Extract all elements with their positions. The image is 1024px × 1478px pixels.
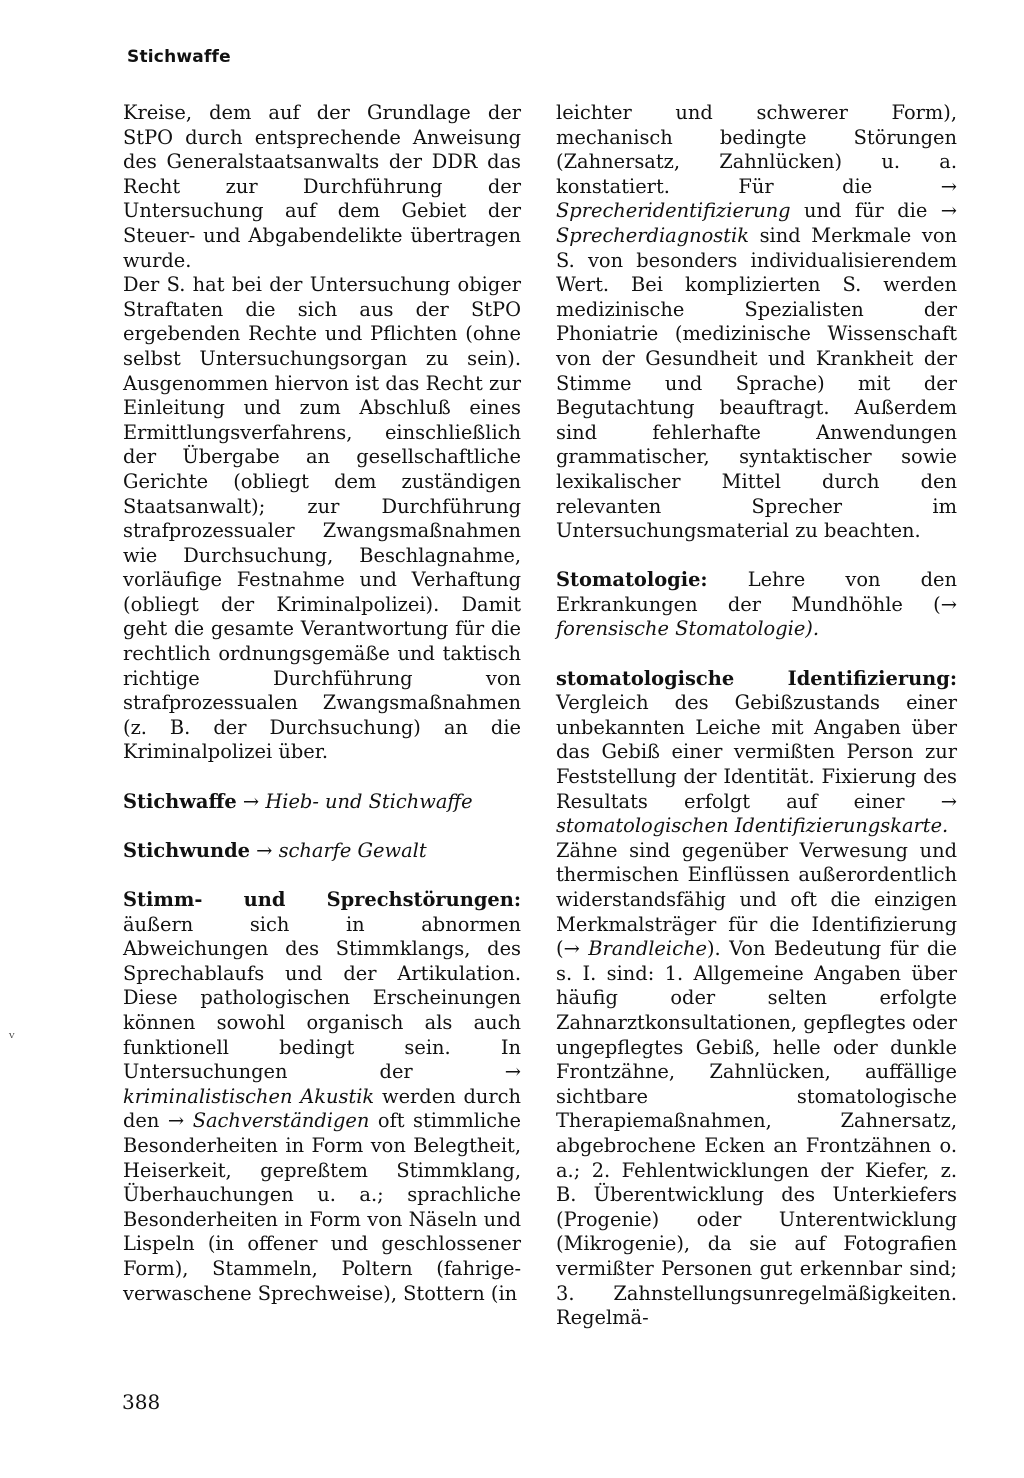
entry-stimm-und-sprechstoerungen — [123, 888, 521, 1306]
entry-text: Lehre von den Erkrankungen der Mundhöhle ( — [556, 568, 957, 616]
arrow-glyph: → — [940, 789, 957, 813]
entry-term: Stichwunde — [123, 838, 251, 862]
entry-term: Stimm- und Sprechstörungen: — [123, 888, 521, 911]
cross-reference: forensische Stomatologie). — [556, 617, 820, 641]
arrow-glyph: → — [236, 789, 266, 813]
entry-term: Stomatologie: — [556, 568, 708, 592]
page-number: 388 — [122, 1390, 161, 1414]
entry-text: werden durch den — [123, 1084, 521, 1133]
running-head: Stichwaffe — [127, 47, 231, 67]
entry-text: und für die — [790, 199, 941, 223]
continuation-paragraph: Der S. hat bei der Untersuchung obiger Straftaten die sich aus der StPO ergebenden Rechte und Pflichten (ohne selbst Untersuchungsorgan zu sein). Ausgenommen hiervon ist das Recht zur Einleitung und zum Abschluß eines Ermittlungsverfahrens, einschließlich der Übergabe an gesellschaftliche Gerichte (obliegt dem zuständigen Staatsanwalt); zur Durchführung strafprozessualer Zwangsmaßnahmen wie Durchsuchung, Beschlagnahme, vorläufige Festnahme und Verhaftung (obliegt der Kriminalpolizei). Damit geht die gesamte Verantwortung für die rechtlich ordnungsgemäße und taktisch richtige Durchführung von strafprozessualen Zwangsmaßnahmen (z. B. der Durchsuchung) an die Kriminalpolizei über. — [123, 273, 521, 764]
margin-mark: ⱽ — [9, 1031, 15, 1045]
entry-text: ). Von Bedeutung für die s. I. sind: 1. Allgemeine Angaben über häufig oder selten erfolgte Zahnarztkonsultationen, gepflegtes oder ungepflegtes Gebiß, helle oder dunkle Frontzähne, Zahnlücken, auffällige sichtbare stomatologische Therapiemaßnahmen, Zahnersatz, abgebrochene Ecken an Frontzähnen o. a.; 2. Fehlentwicklungen der Kiefer, z. B. Überentwicklung des Unterkiefers (Progenie) oder Unterentwicklung (Mikrogenie), da sie auf Fotografien vermißter Personen gut erkennbar sind; 3. Zahnstellungsunregelmäßigkeiten. Regelmä- — [556, 937, 958, 1330]
entry-text: oft stimmliche Besonderheiten in Form von Belegtheit, Heiserkeit, gepreßtem Stimmklang, Überhauchungen u. a.; sprachliche Besonderheiten in Form von Näseln und Lispeln (in offener und geschlossener Form), Stammeln, Poltern (fahrige-verwaschene Sprechweise), Stottern (in — [123, 1109, 522, 1305]
cross-reference: Hieb- und Stichwaffe — [265, 789, 473, 813]
entry-stomatologie — [556, 568, 957, 642]
entry-text: Zähne sind gegenüber Verwesung und thermischen Einflüssen außerordentlich widerstandsfähig und oft die einzigen Merkmalsträger für die Identifizierung ( — [556, 838, 957, 961]
entry-text: Vergleich des Gebißzustands einer unbekannten Leiche mit Angaben über das Gebiß einer vermißten Person zur Feststellung der Identität. Fixierung des Resultats erfolgt auf einer — [556, 691, 957, 813]
entry-stichwunde — [123, 839, 521, 864]
cross-reference: kriminalistischen Akustik — [123, 1084, 375, 1108]
arrow-glyph: → — [940, 199, 957, 223]
entry-term: Stichwaffe — [123, 789, 237, 813]
arrow-glyph: → — [563, 937, 589, 961]
arrow-glyph: → — [167, 1109, 193, 1133]
arrow-glyph: → — [940, 592, 957, 616]
continuation-paragraph: Kreise, dem auf der Grundlage der StPO durch entsprechende Anweisung des Generalstaatsanwalts der DDR das Recht zur Durchführung der Untersuchung auf dem Gebiet der Steuer- und Abgabendelikte übertragen wurde. — [123, 101, 521, 272]
right-column — [556, 101, 957, 1331]
arrow-glyph: → — [250, 838, 279, 862]
cross-reference: Brandleiche — [588, 937, 707, 961]
left-column — [123, 101, 521, 1306]
arrow-glyph: → — [940, 174, 957, 198]
entry-term: stomatologische Identifizierung: — [556, 666, 957, 690]
entry-text: leichter und schwerer Form), mechanisch bedingte Störungen (Zahnersatz, Zahnlücken) u. a. konstatiert. Für die — [556, 101, 957, 198]
cross-reference: Sachverständigen — [192, 1109, 370, 1133]
cross-reference: Sprecherdiagnostik — [556, 223, 749, 247]
cross-reference: scharfe Gewalt — [278, 838, 427, 862]
cross-reference: Sprecheridentifizierung — [556, 199, 791, 223]
arrow-glyph: → — [504, 1060, 521, 1084]
cross-reference: stomatologischen Identifizierungskarte. — [556, 814, 949, 838]
entry-stomatologische-identifizierung — [556, 667, 957, 839]
entry-paragraph — [556, 839, 957, 1331]
continuation-paragraph — [556, 101, 957, 544]
entry-text: sind Merkmale von S. von besonders individualisierendem Wert. Bei komplizierten S. werden medizinische Spezialisten der Phoniatrie (medizinische Wissenschaft von der Gesundheit und Krankheit der Stimme und Sprache) mit der Begutachtung beauftragt. Außerdem sind fehlerhafte Anwendungen grammatischer, syntaktischer sowie lexikalischer Mittel durch den relevanten Sprecher im Untersuchungsmaterial zu beachten. — [556, 223, 957, 543]
entry-stichwaffe — [123, 790, 521, 815]
entry-text: äußern sich in abnormen Abweichungen des Stimmklangs, des Sprechablaufs und der Artikulation. Diese pathologischen Erscheinungen können sowohl organisch als auch funktionell bedingt sein. In Untersuchungen der — [123, 912, 521, 1084]
